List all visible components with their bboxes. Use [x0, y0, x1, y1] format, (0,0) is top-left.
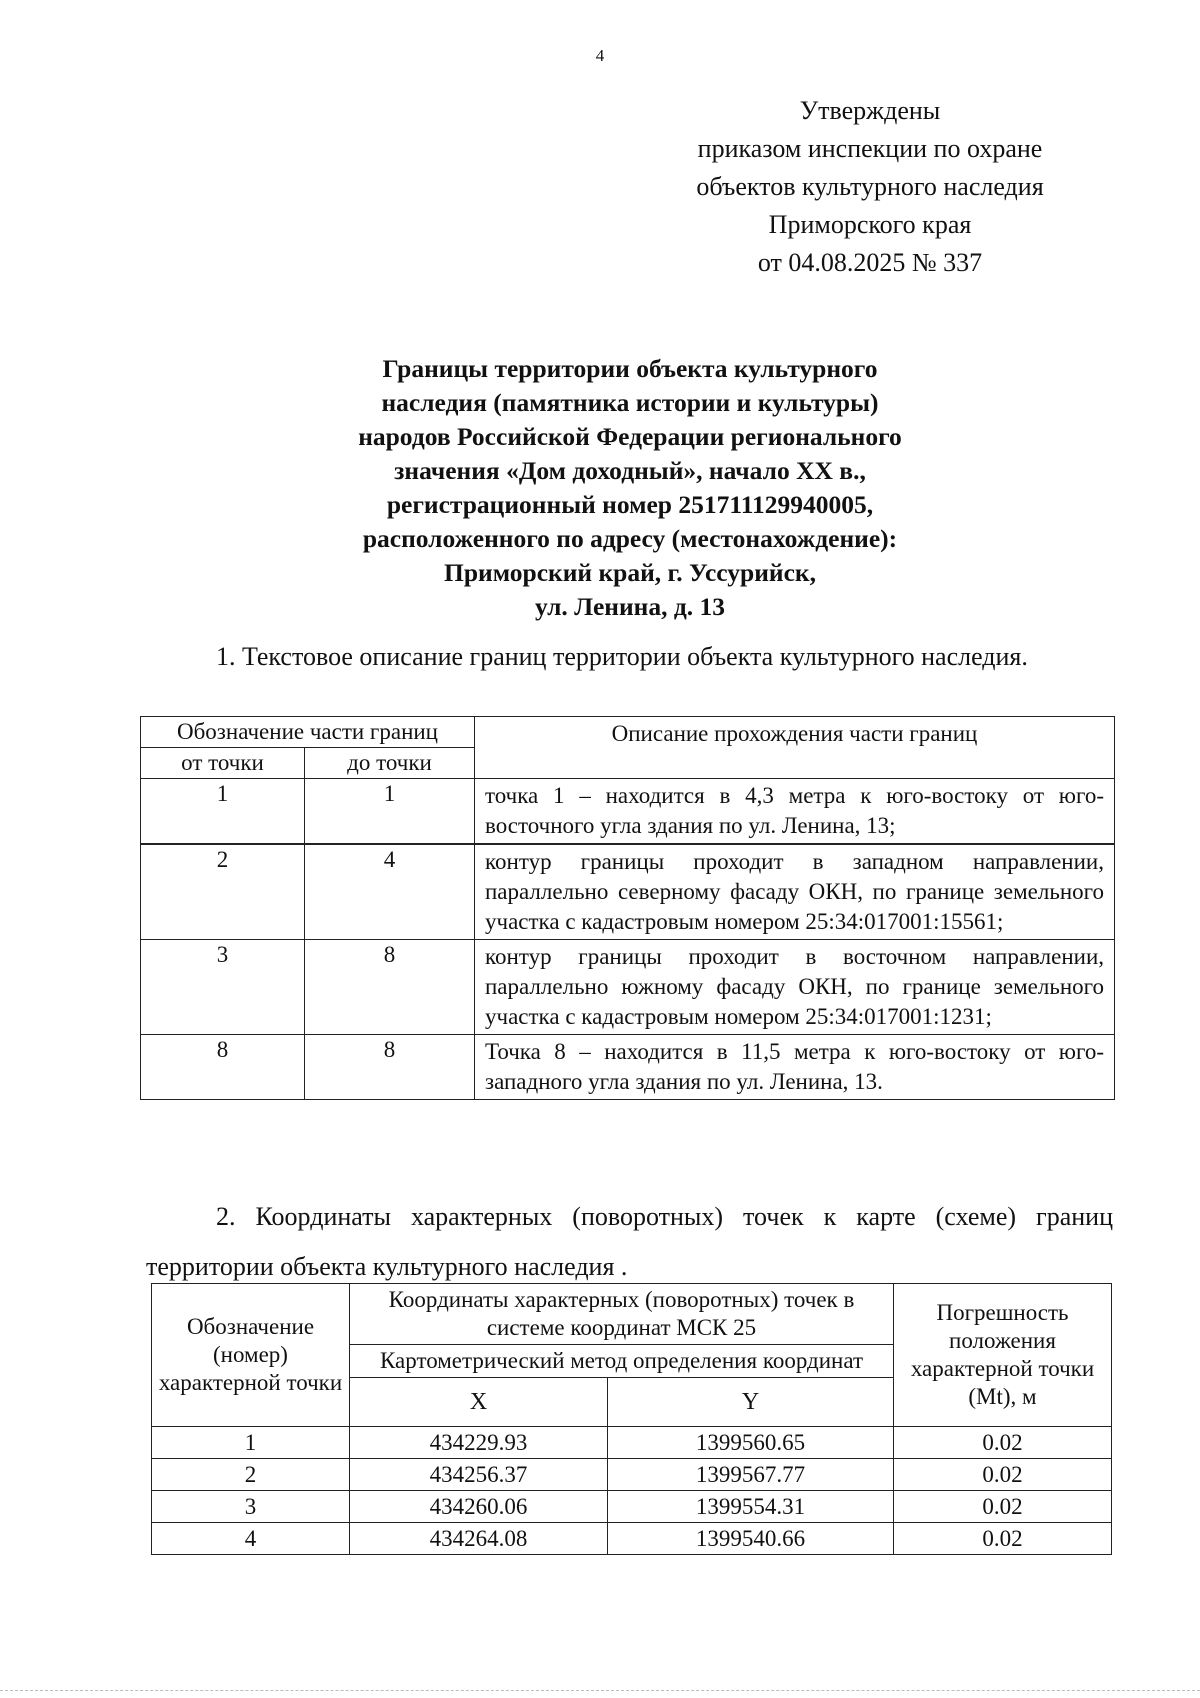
description-cell: Точка 8 – находится в 11,5 метра к юго-востоку от юго-западного угла здания по ул. Ленина, 13.: [475, 1035, 1115, 1100]
y-cell: 1399567.77: [608, 1459, 894, 1491]
section1-heading: 1. Текстовое описание границ территории объекта культурного наследия.: [216, 642, 1028, 671]
from-point-cell: 3: [141, 940, 305, 1035]
section2-text: 2. Координаты характерных (поворотных) точек к карте (схеме) границ территории объекта культурного наследия .: [146, 1202, 1113, 1281]
title-line: Приморский край, г. Уссурийск,: [444, 558, 816, 587]
header-x: X: [350, 1378, 608, 1427]
header-boundary-part: Обозначение части границ: [141, 717, 475, 748]
error-cell: 0.02: [894, 1523, 1112, 1555]
table-row: [152, 1523, 1112, 1555]
title-line: народов Российской Федерации регионального: [358, 422, 902, 451]
document-title: [260, 352, 1000, 624]
table-row: [152, 1459, 1112, 1491]
approval-block: [640, 92, 1100, 282]
header-y: Y: [608, 1378, 894, 1427]
x-cell: 434229.93: [350, 1427, 608, 1459]
header-coordinates: Координаты характерных (поворотных) точек в системе координат МСК 25: [350, 1284, 894, 1345]
approval-line: приказом инспекции по охране: [697, 134, 1043, 163]
title-line: регистрационный номер 251711129940005,: [386, 490, 874, 519]
approval-line: Приморского края: [768, 210, 972, 239]
table-row: [141, 1035, 1115, 1100]
title-line: расположенного по адресу (местонахождение):: [362, 524, 898, 553]
header-to-point: до точки: [305, 748, 475, 779]
from-point-cell: 8: [141, 1035, 305, 1100]
table-row: [141, 844, 1115, 940]
title-line: ул. Ленина, д. 13: [534, 592, 726, 621]
table-row: [152, 1427, 1112, 1459]
description-cell: контур границы проходит в западном направлении, параллельно северному фасаду ОКН, по границе земельного участка с кадастровым номером 25:34:017001:15561;: [475, 844, 1115, 940]
from-point-cell: 2: [141, 844, 305, 940]
point-cell: 2: [152, 1459, 350, 1491]
header-boundary-description: Описание прохождения части границ: [475, 717, 1115, 779]
x-cell: 434260.06: [350, 1491, 608, 1523]
x-cell: 434256.37: [350, 1459, 608, 1491]
description-cell: точка 1 – находится в 4,3 метра к юго-востоку от юго-восточного угла здания по ул. Ленина, 13;: [475, 779, 1115, 845]
header-error: Погрешность положения характерной точки (Mt), м: [894, 1284, 1112, 1427]
x-cell: 434264.08: [350, 1523, 608, 1555]
y-cell: 1399554.31: [608, 1491, 894, 1523]
title-line: значения «Дом доходный», начало XX в.,: [394, 456, 866, 485]
from-point-cell: 1: [141, 779, 305, 845]
boundary-description-table: [140, 716, 1115, 1100]
point-cell: 3: [152, 1491, 350, 1523]
approval-line: от 04.08.2025 № 337: [757, 248, 983, 277]
approval-line: объектов культурного наследия: [696, 172, 1044, 201]
coordinates-table: [151, 1283, 1112, 1555]
to-point-cell: 1: [305, 779, 475, 845]
title-line: Границы территории объекта культурного: [382, 354, 878, 383]
title-line: наследия (памятника истории и культуры): [381, 388, 879, 417]
table-row: [141, 940, 1115, 1035]
header-from-point: от точки: [141, 748, 305, 779]
y-cell: 1399540.66: [608, 1523, 894, 1555]
table-row: [141, 779, 1115, 845]
header-point-number: Обозначение (номер) характерной точки: [152, 1284, 350, 1427]
description-cell: контур границы проходит в восточном направлении, параллельно южному фасаду ОКН, по границе земельного участка с кадастровым номером 25:34:017001:1231;: [475, 940, 1115, 1035]
to-point-cell: 4: [305, 844, 475, 940]
scan-edge-divider: [0, 1690, 1200, 1691]
point-cell: 4: [152, 1523, 350, 1555]
approval-line: Утверждены: [799, 96, 941, 125]
to-point-cell: 8: [305, 940, 475, 1035]
error-cell: 0.02: [894, 1491, 1112, 1523]
table-row: [152, 1491, 1112, 1523]
header-method: Картометрический метод определения координат: [350, 1345, 894, 1378]
error-cell: 0.02: [894, 1459, 1112, 1491]
page-number: 4: [595, 46, 605, 65]
point-cell: 1: [152, 1427, 350, 1459]
y-cell: 1399560.65: [608, 1427, 894, 1459]
error-cell: 0.02: [894, 1427, 1112, 1459]
to-point-cell: 8: [305, 1035, 475, 1100]
